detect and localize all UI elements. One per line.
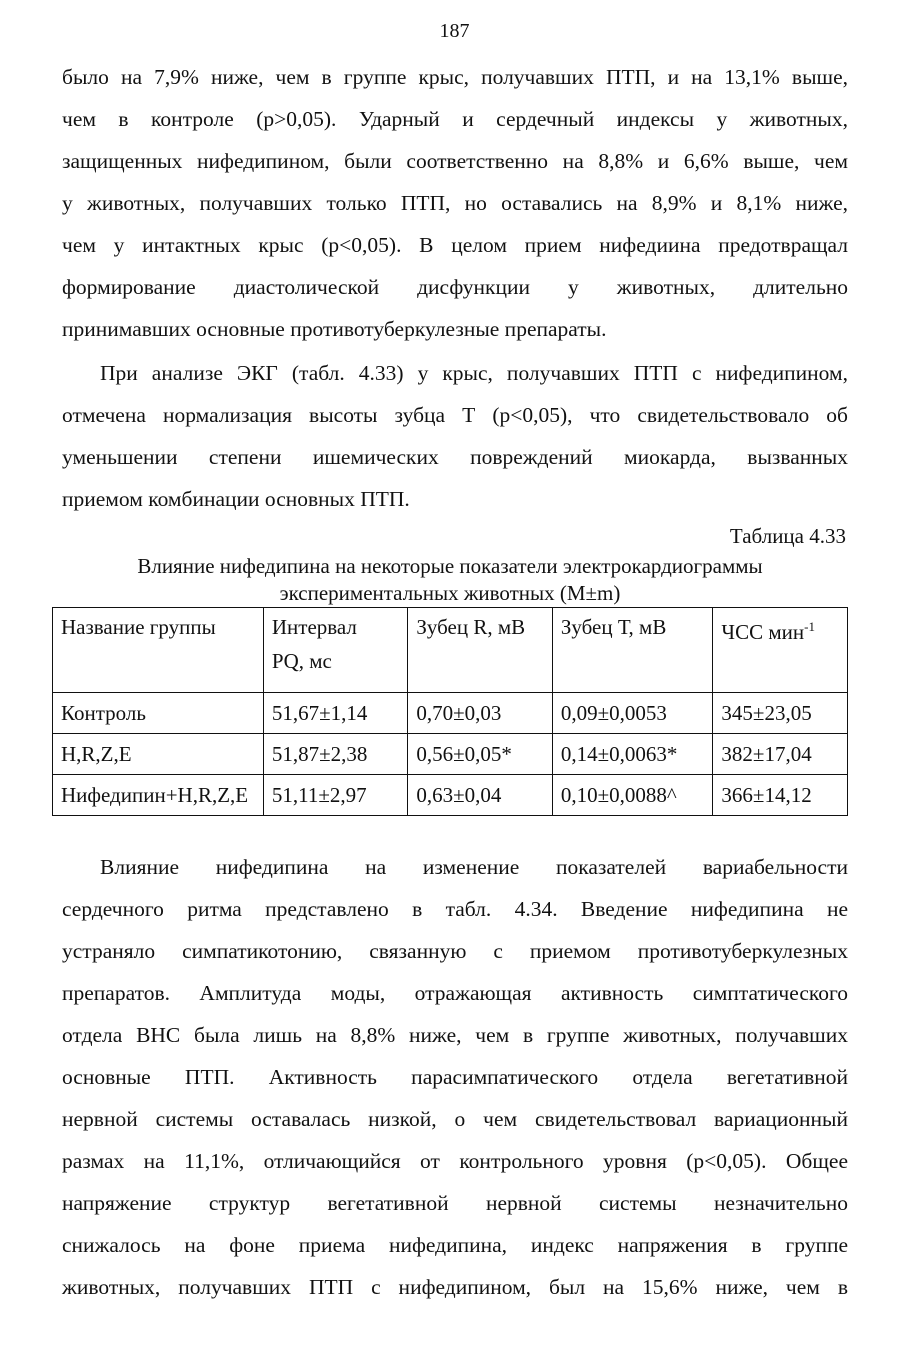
cell-group: Нифедипин+H,R,Z,E	[53, 775, 264, 816]
page-number: 187	[439, 20, 470, 42]
text-line: было на 7,9% ниже, чем в группе крыс, получавших ПТП, и на 13,1% выше,	[62, 65, 848, 89]
text-line: нервной системы оставалась низкой, о чем свидетельствовал вариационный	[62, 1107, 848, 1131]
cell-r: 0,56±0,05*	[408, 734, 552, 775]
text-line: сердечного ритма представлено в табл. 4.34. Введение нифедипина не	[62, 897, 848, 921]
cell-t: 0,09±0,0053	[552, 693, 713, 734]
text-line: снижалось на фоне приема нифедипина, индекс напряжения в группе	[62, 1233, 848, 1257]
header-hr-sup: -1	[804, 619, 815, 634]
cell-t: 0,10±0,0088^	[552, 775, 713, 816]
cell-hr: 345±23,05	[713, 693, 848, 734]
ecg-table	[52, 607, 848, 816]
text-line: уменьшении степени ишемических повреждений миокарда, вызванных	[62, 445, 848, 469]
text-line: животных, получавших ПТП с нифедипином, был на 15,6% ниже, чем в	[62, 1275, 848, 1299]
text-line: отмечена нормализация высоты зубца Т (р<0,05), что свидетельствовало об	[62, 403, 848, 427]
table-subtitle: экспериментальных животных (M±m)	[279, 581, 621, 605]
cell-pq: 51,11±2,97	[263, 775, 407, 816]
paragraph-3	[62, 846, 848, 1308]
text-line: При анализе ЭКГ (табл. 4.33) у крыс, получавших ПТП с нифедипином,	[100, 361, 848, 385]
text-line: у животных, получавших только ПТП, но оставались на 8,9% и 8,1% ниже,	[62, 191, 848, 215]
text-line: основные ПТП. Активность парасимпатического отдела вегетативной	[62, 1065, 848, 1089]
text-line: приемом комбинации основных ПТП.	[62, 487, 410, 511]
table-header-row	[53, 608, 848, 693]
text-line: отдела ВНС была лишь на 8,8% ниже, чем в группе животных, получавших	[62, 1023, 848, 1047]
cell-r: 0,70±0,03	[408, 693, 552, 734]
text-line: формирование диастолической дисфункции у животных, длительно	[62, 275, 848, 299]
header-hr	[713, 608, 848, 693]
text-line: размах на 11,1%, отличающийся от контрольного уровня (р<0,05). Общее	[62, 1149, 848, 1173]
text-line: принимавших основные противотуберкулезные препараты.	[62, 317, 607, 341]
table-title: Влияние нифедипина на некоторые показатели электрокардиограммы	[137, 554, 763, 578]
header-r: Зубец R, мВ	[408, 608, 552, 693]
header-group: Название группы	[53, 608, 264, 693]
cell-group: Контроль	[53, 693, 264, 734]
paragraph-1	[62, 56, 848, 350]
header-pq	[263, 608, 407, 693]
cell-t: 0,14±0,0063*	[552, 734, 713, 775]
header-pq-line1: Интервал	[271, 615, 357, 639]
cell-group: H,R,Z,E	[53, 734, 264, 775]
text-line: препаратов. Амплитуда моды, отражающая активность симптатического	[62, 981, 848, 1005]
cell-pq: 51,67±1,14	[263, 693, 407, 734]
header-t: Зубец Т, мВ	[552, 608, 713, 693]
cell-pq: 51,87±2,38	[263, 734, 407, 775]
text-line: чем в контроле (р>0,05). Ударный и сердечный индексы у животных,	[62, 107, 848, 131]
cell-r: 0,63±0,04	[408, 775, 552, 816]
text-line: чем у интактных крыс (р<0,05). В целом прием нифедиина предотвращал	[62, 233, 848, 257]
table-number: Таблица 4.33	[729, 524, 846, 548]
cell-hr: 366±14,12	[713, 775, 848, 816]
table-row	[53, 775, 848, 816]
cell-hr: 382±17,04	[713, 734, 848, 775]
paragraph-2	[62, 352, 848, 520]
text-line: защищенных нифедипином, были соответственно на 8,8% и 6,6% выше, чем	[62, 149, 848, 173]
header-hr-label: ЧСС мин	[721, 620, 805, 644]
text-line: устраняло симпатикотонию, связанную с приемом противотуберкулезных	[62, 939, 848, 963]
text-line: Влияние нифедипина на изменение показателей вариабельности	[100, 855, 848, 879]
table-row	[53, 693, 848, 734]
text-line: напряжение структур вегетативной нервной системы незначительно	[62, 1191, 848, 1215]
header-pq-line2: PQ, мс	[271, 649, 332, 673]
table-row	[53, 734, 848, 775]
